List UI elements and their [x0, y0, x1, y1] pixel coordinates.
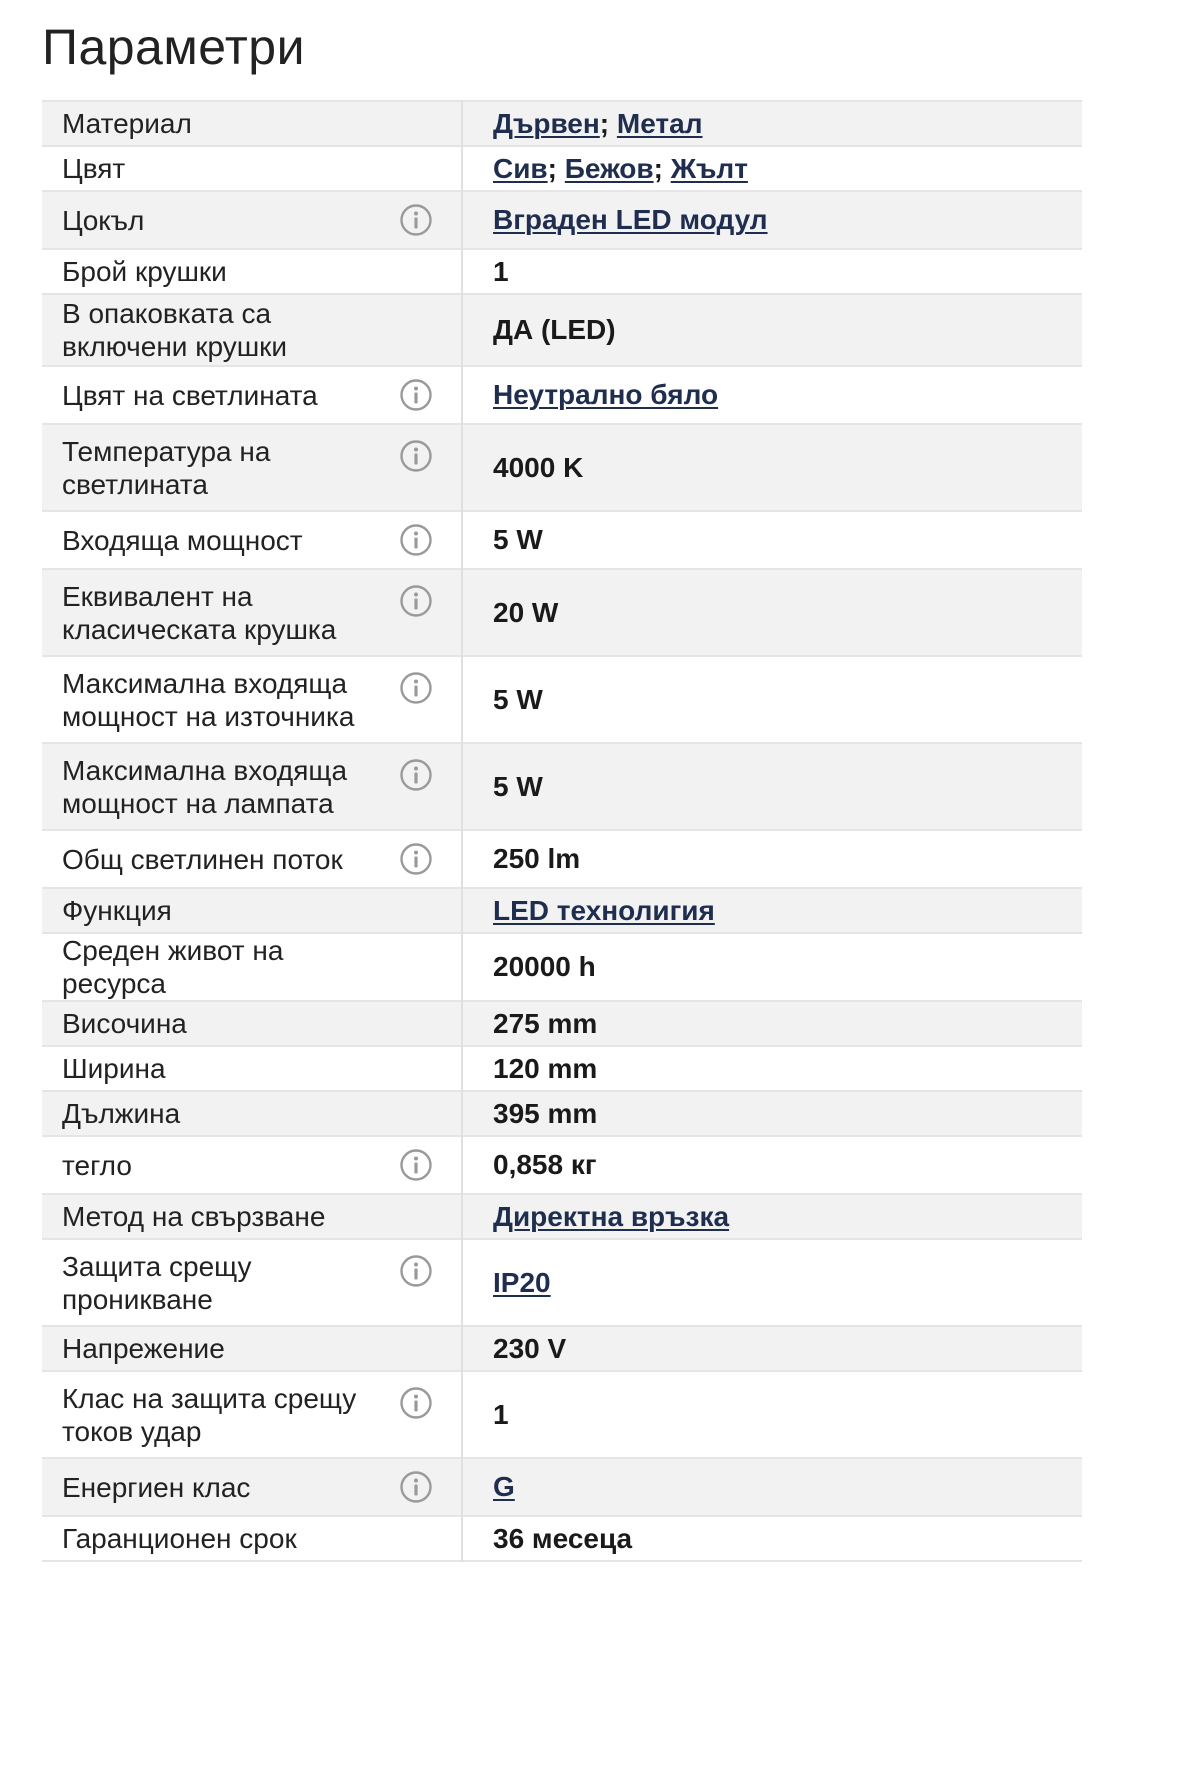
parameter-value: 395 mm	[493, 1097, 598, 1129]
parameter-value-cell	[462, 569, 1082, 656]
table-row	[42, 1326, 1082, 1371]
parameter-label: В опаковката са включени крушки	[62, 298, 288, 362]
parameter-value-cell	[462, 191, 1082, 249]
table-row	[42, 1046, 1082, 1091]
parameter-label: Клас на защита срещу токов удар	[62, 1382, 357, 1447]
parameter-link[interactable]: Сив	[493, 152, 548, 184]
info-icon[interactable]	[399, 1470, 433, 1504]
parameter-label-cell	[42, 146, 462, 191]
parameter-label-cell	[42, 830, 462, 888]
table-row	[42, 101, 1082, 146]
parameter-link[interactable]: G	[493, 1471, 515, 1502]
parameter-label-cell	[42, 569, 462, 656]
table-row	[42, 1136, 1082, 1194]
parameter-label: Температура на светлината	[62, 435, 271, 500]
parameter-label-cell	[42, 888, 462, 933]
parameter-label: Еквивалент на класическата крушка	[62, 580, 337, 645]
parameter-link[interactable]: Неутрално бяло	[493, 379, 719, 410]
parameter-label-cell	[42, 511, 462, 569]
parameter-value-cell	[462, 1046, 1082, 1091]
parameter-value-cell	[462, 249, 1082, 294]
parameter-value: 275 mm	[493, 1007, 598, 1039]
parameter-value-cell	[462, 294, 1082, 366]
parameter-value-cell	[462, 1326, 1082, 1371]
parameter-link[interactable]: IP20	[493, 1266, 551, 1298]
parameter-link[interactable]: Жълт	[670, 152, 748, 184]
table-row	[42, 1458, 1082, 1516]
parameter-value: 5 W	[493, 524, 543, 555]
parameter-label: Напрежение	[62, 1333, 225, 1364]
table-row	[42, 1371, 1082, 1458]
parameter-label-cell	[42, 1136, 462, 1194]
parameter-value: 36 месеца	[493, 1522, 633, 1554]
table-row	[42, 511, 1082, 569]
parameter-label: Общ светлинен поток	[62, 843, 343, 875]
table-row	[42, 933, 1082, 1001]
parameter-value: 250 lm	[493, 843, 581, 874]
table-row	[42, 888, 1082, 933]
parameter-label-cell	[42, 656, 462, 743]
parameter-value-cell	[462, 424, 1082, 511]
parameter-label-cell	[42, 1371, 462, 1458]
parameter-value-cell	[462, 1194, 1082, 1239]
parameter-label-cell	[42, 191, 462, 249]
parameter-value: 0,858 кг	[493, 1149, 597, 1180]
parameter-value: 1	[493, 1398, 509, 1430]
table-row	[42, 249, 1082, 294]
parameter-label-cell	[42, 101, 462, 146]
parameter-link[interactable]: Метал	[616, 107, 703, 139]
parameter-value: 5 W	[493, 683, 543, 715]
parameter-link[interactable]: Директна връзка	[493, 1200, 730, 1232]
parameter-label-cell	[42, 1239, 462, 1326]
parameter-label: Среден живот на ресурса	[62, 935, 284, 999]
table-row	[42, 1001, 1082, 1046]
table-row	[42, 656, 1082, 743]
parameter-label-cell	[42, 424, 462, 511]
parameter-label-cell	[42, 366, 462, 424]
table-row	[42, 743, 1082, 830]
info-icon[interactable]	[399, 758, 433, 792]
parameter-value: ДА (LED)	[493, 314, 616, 345]
table-row	[42, 569, 1082, 656]
table-row	[42, 1194, 1082, 1239]
parameter-label-cell	[42, 1046, 462, 1091]
parameter-label: Материал	[62, 108, 192, 139]
parameter-label-cell	[42, 1458, 462, 1516]
parameter-value-cell	[462, 743, 1082, 830]
parameter-label: Ширина	[62, 1053, 166, 1084]
parameter-label-cell	[42, 1516, 462, 1561]
parameter-label-cell	[42, 249, 462, 294]
info-icon[interactable]	[399, 203, 433, 237]
table-row	[42, 294, 1082, 366]
link-separator: ;	[653, 152, 671, 184]
parameter-value: 5 W	[493, 770, 543, 802]
info-icon[interactable]	[399, 1254, 433, 1288]
parameter-value-cell	[462, 101, 1082, 146]
info-icon[interactable]	[399, 842, 433, 876]
parameter-value-cell	[462, 656, 1082, 743]
parameter-value: 230 V	[493, 1332, 567, 1364]
parameter-link[interactable]: Бежов	[564, 152, 654, 184]
parameter-label: Максимална входяща мощност на източника	[62, 667, 355, 732]
parameter-label: Дължина	[62, 1098, 181, 1129]
parameter-link[interactable]: LED технолигия	[493, 894, 715, 926]
parameter-label: Метод на свързване	[62, 1201, 326, 1232]
table-row	[42, 424, 1082, 511]
parameter-label-cell	[42, 1091, 462, 1136]
parameter-value-cell	[462, 933, 1082, 1001]
link-separator: ;	[599, 107, 617, 139]
table-row	[42, 1239, 1082, 1326]
parameter-value-cell	[462, 511, 1082, 569]
parameter-value: 1	[493, 255, 509, 287]
link-separator: ;	[547, 152, 565, 184]
info-icon[interactable]	[399, 1386, 433, 1420]
parameter-label-cell	[42, 1326, 462, 1371]
parameter-label: Входяща мощност	[62, 524, 303, 556]
info-icon[interactable]	[399, 523, 433, 557]
parameter-label-cell	[42, 1001, 462, 1046]
parameter-value: 20 W	[493, 596, 559, 628]
parameter-value-cell	[462, 1516, 1082, 1561]
table-row	[42, 146, 1082, 191]
parameter-value: 20000 h	[493, 951, 596, 982]
info-icon[interactable]	[399, 584, 433, 618]
parameter-label-cell	[42, 933, 462, 1001]
parameters-table	[42, 100, 1082, 1562]
page-title: Параметри	[42, 19, 306, 75]
parameter-value-cell	[462, 1001, 1082, 1046]
parameter-label: Цвят на светлината	[62, 379, 318, 411]
parameter-value-cell	[462, 1458, 1082, 1516]
parameter-label: Функция	[62, 895, 172, 926]
parameter-value-cell	[462, 1136, 1082, 1194]
parameter-value: 120 mm	[493, 1052, 598, 1084]
parameter-value-cell	[462, 830, 1082, 888]
parameter-label-cell	[42, 1194, 462, 1239]
table-row	[42, 1091, 1082, 1136]
parameter-label: тегло	[62, 1149, 132, 1181]
parameter-label-cell	[42, 743, 462, 830]
parameter-value-cell	[462, 146, 1082, 191]
parameter-label: Цвят	[62, 153, 126, 184]
table-row	[42, 1516, 1082, 1561]
table-row	[42, 366, 1082, 424]
parameter-label: Цокъл	[62, 204, 145, 236]
parameter-label: Височина	[62, 1008, 187, 1039]
info-icon[interactable]	[399, 1148, 433, 1182]
parameter-value-cell	[462, 888, 1082, 933]
parameter-label: Защита срещу проникване	[62, 1250, 252, 1315]
table-row	[42, 191, 1082, 249]
info-icon[interactable]	[399, 378, 433, 412]
info-icon[interactable]	[399, 439, 433, 473]
info-icon[interactable]	[399, 671, 433, 705]
parameter-link[interactable]: Дървен	[493, 107, 600, 139]
parameter-value-cell	[462, 1239, 1082, 1326]
parameter-label: Брой крушки	[62, 256, 227, 287]
parameter-value: 4000 K	[493, 451, 584, 483]
parameter-label: Енергиен клас	[62, 1471, 251, 1503]
table-row	[42, 830, 1082, 888]
parameter-label: Гаранционен срок	[62, 1523, 297, 1554]
parameter-label-cell	[42, 294, 462, 366]
parameter-label: Максимална входяща мощност на лампата	[62, 754, 348, 819]
parameter-value-cell	[462, 1091, 1082, 1136]
parameter-link[interactable]: Вграден LED модул	[493, 204, 768, 235]
parameter-value-cell	[462, 366, 1082, 424]
parameter-value-cell	[462, 1371, 1082, 1458]
